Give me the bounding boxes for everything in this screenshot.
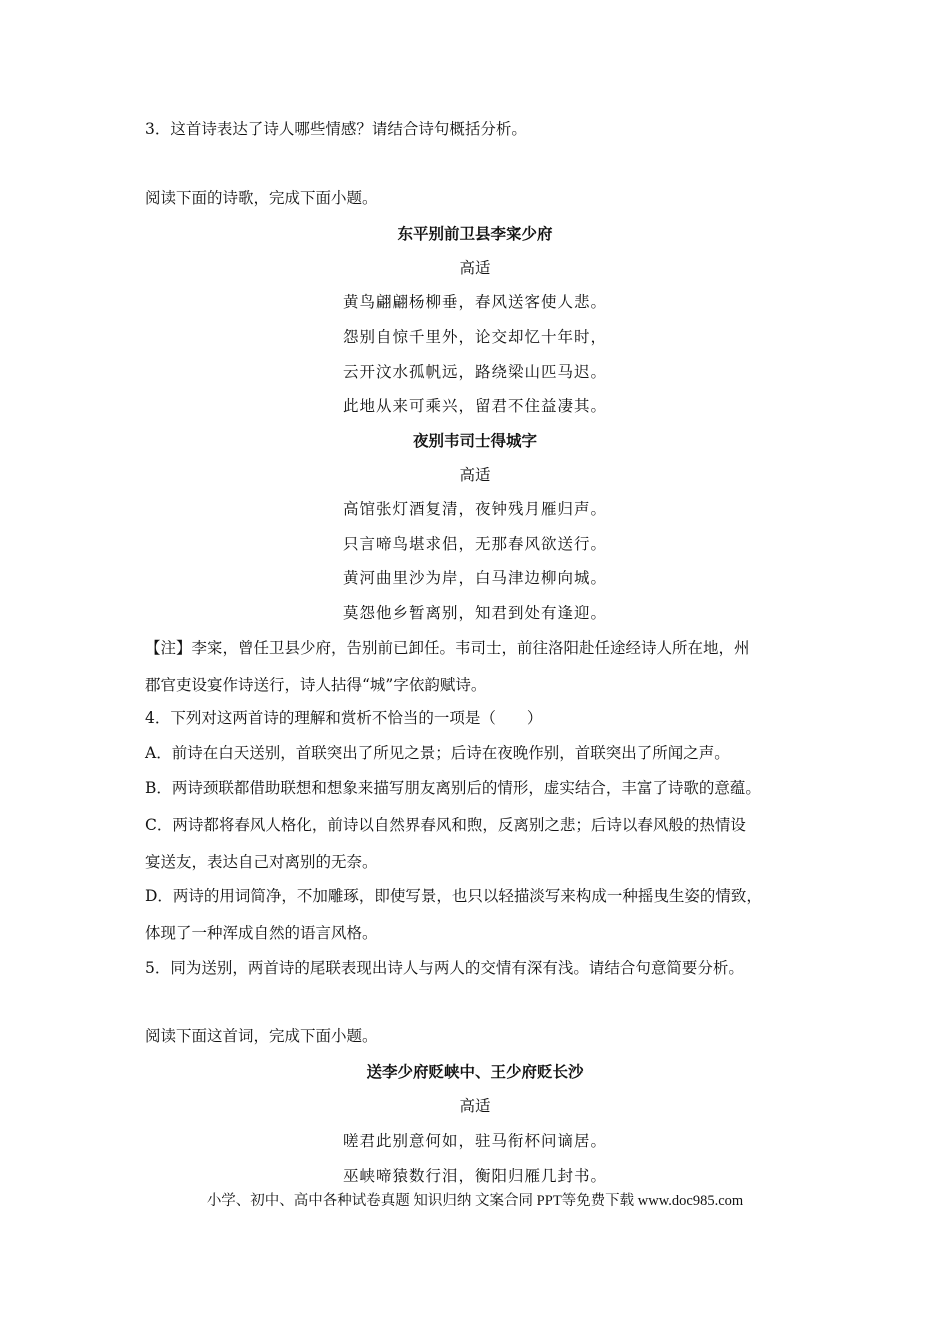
reading-instruction-1: 阅读下面的诗歌，完成下面小题。 <box>145 189 378 207</box>
poem1-line: 黄鸟翩翩杨柳垂，春风送客使人悲。 <box>342 293 607 311</box>
option-d: D．两诗的用词简净，不加雕琢，即使写景，也只以轻描淡写来构成一种摇曳生姿的情致， <box>145 887 762 905</box>
poem2-line: 只言啼鸟堪求侣，无那春风欲送行。 <box>342 535 607 553</box>
question-5: 5．同为送别，两首诗的尾联表现出诗人与两人的交情有深有浅。请结合句意简要分析。 <box>145 959 744 977</box>
annotation-note: 【注】李寀，曾任卫县少府，告别前已卸任。韦司士，前往洛阳赴任途经诗人所在地，州 <box>145 639 750 657</box>
option-a: A．前诗在白天送别，首联突出了所见之景；后诗在夜晚作别，首联突出了所闻之声。 <box>145 744 730 762</box>
poem2-line: 高馆张灯酒复清，夜钟残月雁归声。 <box>342 500 607 518</box>
poem3-line: 巫峡啼猿数行泪，衡阳归雁几封书。 <box>342 1167 607 1185</box>
poem1-title: 东平别前卫县李寀少府 <box>397 224 553 243</box>
annotation-note-cont: 郡官吏设宴作诗送行，诗人拈得“城”字依韵赋诗。 <box>145 676 487 694</box>
poem1-author: 高适 <box>459 259 491 277</box>
option-b: B．两诗颈联都借助联想和想象来描写朋友离别后的情形，虚实结合，丰富了诗歌的意蕴。 <box>145 779 761 797</box>
poem3-line: 嗟君此别意何如，驻马衔杯问谪居。 <box>342 1132 607 1150</box>
poem2-line: 黄河曲里沙为岸，白马津边柳向城。 <box>342 569 607 587</box>
question-4-stem: 4．下列对这两首诗的理解和赏析不恰当的一项是（ ） <box>145 709 543 727</box>
poem1-line: 云开汶水孤帆远，路绕梁山匹马迟。 <box>342 363 607 381</box>
poem2-title: 夜别韦司士得城字 <box>412 431 537 450</box>
poem3-author: 高适 <box>459 1097 491 1115</box>
poem1-line: 怨别自惊千里外，论交却忆十年时， <box>342 328 607 346</box>
question-3: 3．这首诗表达了诗人哪些情感？请结合诗句概括分析。 <box>145 120 527 138</box>
poem2-author: 高适 <box>459 466 491 484</box>
poem1-line: 此地从来可乘兴，留君不住益凄其。 <box>342 397 607 415</box>
reading-instruction-2: 阅读下面这首词，完成下面小题。 <box>145 1027 378 1045</box>
page-footer: 小学、初中、高中各种试卷真题 知识归纳 文案合同 PPT等免费下载 www.doc985.com <box>206 1193 744 1209</box>
option-d-cont: 体现了一种浑成自然的语言风格。 <box>145 924 378 942</box>
poem2-line: 莫怨他乡暂离别，知君到处有逢迎。 <box>342 604 607 622</box>
poem3-title: 送李少府贬峡中、王少府贬长沙 <box>366 1062 584 1081</box>
option-c: C．两诗都将春风人格化，前诗以自然界春风和煦，反离别之悲；后诗以春风般的热情设 <box>145 816 746 834</box>
option-c-cont: 宴送友，表达自己对离别的无奈。 <box>145 853 378 871</box>
